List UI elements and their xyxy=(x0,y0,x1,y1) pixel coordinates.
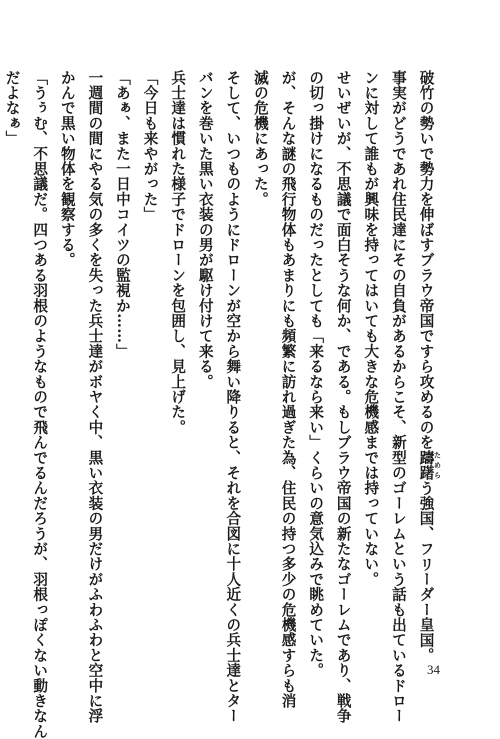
text-line: 滅の危機にあった。 xyxy=(251,70,269,207)
text-line: 一週間の間にやる気の多くを失った兵士達がボヤく中、黒い衣装の男だけがふわふわと空中に浮 xyxy=(86,70,104,724)
ruby-text: ためら xyxy=(433,450,443,481)
text-line: せいぜいが、不思議で面白そうな何か、である。もしブラウ帝国の新たなゴーレムであり、戦争 xyxy=(334,70,352,724)
text-line: 「うぅむ、不思議だ。四つある羽根のようなもので飛んでるんだろうが、羽根っぽくない動きなん xyxy=(31,70,49,739)
text-line: が、そんな謎の飛行物体もあまりにも頻繁に訪れ過ぎた為、住民の持つ多少の危機感すらも消 xyxy=(279,70,297,709)
text-line: の切っ掛けになるものだったとしても「来るなら来い」くらいの意気込みで眺めていた。 xyxy=(307,70,325,678)
page-number: 34 xyxy=(427,662,440,677)
text-line: 破竹の勢いで勢力を伸ばすブラウ帝国ですら攻めるのを躊躇 ためらう強国、フリーダー皇国。 xyxy=(417,70,443,663)
text-line: 事実がどうであれ住民達にその自負があるからこそ、新型のゴーレムという話も出ているドロー xyxy=(389,70,407,724)
ruby-annotation: 躊躇 ためら xyxy=(417,450,443,481)
text-line: だよなぁ」 xyxy=(3,70,21,146)
text-line: 兵士達は慣れた様子でドローンを包囲し、見上げた。 xyxy=(169,70,187,435)
text-line: ンに対して誰もが興味を持ってはいても大きな危機感までは持っていない。 xyxy=(362,70,380,587)
text-line: 「あぁ、また一日中コイツの監視か……」 xyxy=(113,70,131,359)
text-line: バンを巻いた黒い衣装の男が駆け付けて来る。 xyxy=(196,70,214,390)
text-line: 「今日も来やがった」 xyxy=(141,70,159,222)
text-line: かんで黒い物体を観察する。 xyxy=(58,70,76,268)
text-line: そして、いつものようにドローンが空から舞い降りると、それを合図に十人近くの兵士達とター xyxy=(224,70,242,724)
